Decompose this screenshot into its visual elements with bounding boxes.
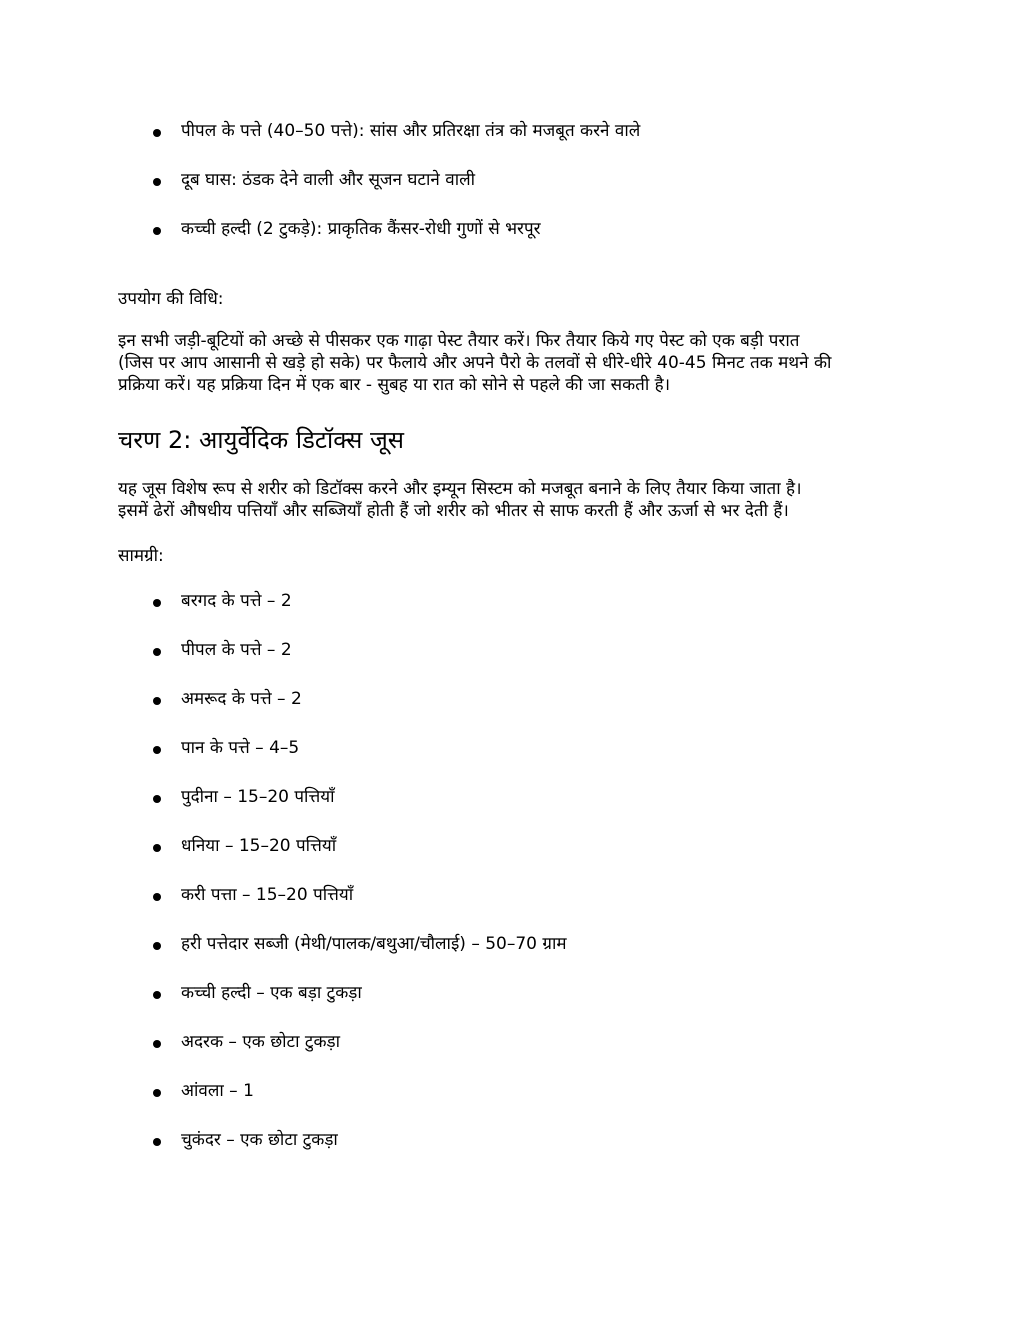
list-item — [0, 688, 567, 737]
list-item-text: अमरूद के पत्ते – 2 — [181, 689, 302, 709]
list-item-text: हरी पत्तेदार सब्जी (मेथी/पालक/बथुआ/चौलाई) – 50–70 ग्राम — [181, 934, 567, 954]
bullet-icon — [153, 1138, 161, 1146]
bullet-icon — [153, 844, 161, 852]
list-item — [0, 786, 567, 835]
list-item — [0, 1080, 567, 1129]
list-item-text: कच्ची हल्दी – एक बड़ा टुकड़ा — [181, 983, 362, 1003]
paragraph-line: यह जूस विशेष रूप से शरीर को डिटॉक्स करने और इम्यून सिस्टम को मजबूत बनाने के लिए तैयार किया जाता है। — [118, 479, 802, 499]
list-item — [0, 835, 567, 884]
section-heading: चरण 2: आयुर्वेदिक डिटॉक्स जूस — [118, 426, 405, 454]
list-item — [0, 1031, 567, 1080]
list-item — [0, 120, 640, 169]
herb-list — [0, 120, 640, 267]
bullet-icon — [153, 1040, 161, 1048]
bullet-icon — [153, 178, 161, 186]
list-item-text: आंवला – 1 — [181, 1081, 254, 1101]
bullet-icon — [153, 893, 161, 901]
intro-paragraph — [118, 478, 938, 522]
list-item — [0, 1129, 567, 1178]
list-item — [0, 169, 640, 218]
bullet-icon — [153, 648, 161, 656]
bullet-icon — [153, 991, 161, 999]
list-item-text: अदरक – एक छोटा टुकड़ा — [181, 1032, 341, 1052]
list-item-text: करी पत्ता – 15–20 पत्तियाँ — [181, 885, 354, 905]
list-item — [0, 590, 567, 639]
bullet-icon — [153, 227, 161, 235]
bullet-icon — [153, 795, 161, 803]
list-item-text: पान के पत्ते – 4–5 — [181, 738, 300, 758]
paragraph-line: प्रक्रिया करें। यह प्रक्रिया दिन में एक बार - सुबह या रात को सोने से पहले की जा सकती है। — [118, 375, 671, 395]
list-item-text: पुदीना – 15–20 पत्तियाँ — [181, 787, 335, 807]
bullet-icon — [153, 942, 161, 950]
bullet-icon — [153, 129, 161, 137]
list-item-text: पीपल के पत्ते – 2 — [181, 640, 292, 660]
method-paragraph — [118, 330, 938, 396]
list-item — [0, 884, 567, 933]
paragraph-line: इन सभी जड़ी-बूटियों को अच्छे से पीसकर एक गाढ़ा पेस्ट तैयार करें। फिर तैयार किये गए पेस्ट को एक बड़ी परात — [118, 331, 800, 351]
paragraph-line: इसमें ढेरों औषधीय पत्तियाँ और सब्जियाँ होती हैं जो शरीर को भीतर से साफ करती हैं और ऊर्जा से भर देती हैं। — [118, 501, 789, 521]
paragraph-line: (जिस पर आप आसानी से खड़े हो सके) पर फैलाये और अपने पैरो के तलवों से धीरे-धीरे 40-45 मिनट तक मथने की — [118, 353, 832, 373]
list-item — [0, 933, 567, 982]
list-item-text: दूब घास: ठंडक देने वाली और सूजन घटाने वाली — [181, 170, 476, 190]
bullet-icon — [153, 599, 161, 607]
list-item-text: पीपल के पत्ते (40–50 पत्ते): सांस और प्रतिरक्षा तंत्र को मजबूत करने वाले — [181, 121, 641, 141]
list-item-text: कच्ची हल्दी (2 टुकड़े): प्राकृतिक कैंसर-रोधी गुणों से भरपूर — [181, 219, 541, 239]
list-item — [0, 639, 567, 688]
list-item-text: धनिया – 15–20 पत्तियाँ — [181, 836, 337, 856]
bullet-icon — [153, 1089, 161, 1097]
list-item-text: बरगद के पत्ते – 2 — [181, 591, 292, 611]
bullet-icon — [153, 746, 161, 754]
ingredients-list — [0, 590, 567, 1178]
list-item — [0, 982, 567, 1031]
list-item — [0, 737, 567, 786]
list-item — [0, 218, 640, 267]
bullet-icon — [153, 697, 161, 705]
ingredients-label: सामग्री: — [118, 546, 164, 566]
list-item-text: चुकंदर – एक छोटा टुकड़ा — [181, 1130, 338, 1150]
method-label: उपयोग की विधि: — [118, 289, 224, 309]
